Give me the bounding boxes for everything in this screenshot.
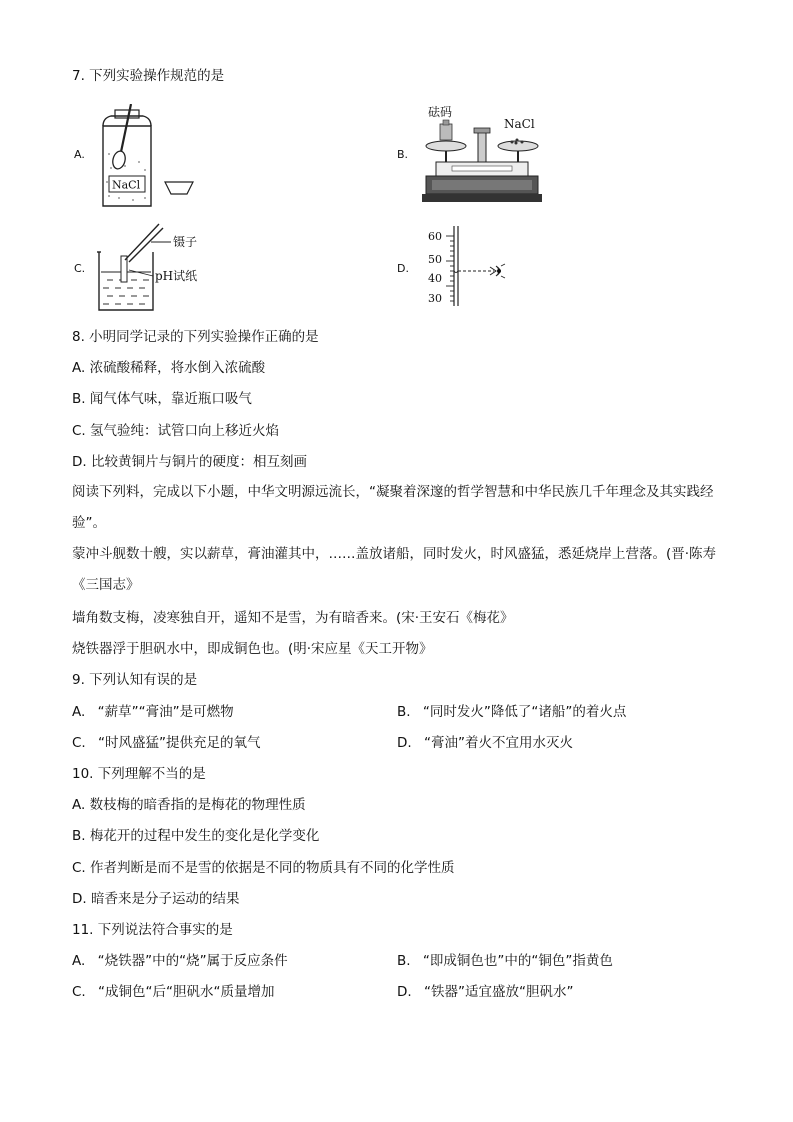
q10-option-d: D. 暗香来是分子运动的结果 [72, 891, 240, 907]
weights-text: 砝码 [428, 105, 453, 119]
q9-option-b-text: “同时发火”降低了“诸船”的着火点 [422, 704, 627, 720]
q9-option-a-text: “薪草”“膏油”是可燃物 [97, 704, 234, 720]
q7-stem: 7. 下列实验操作规范的是 [72, 68, 225, 84]
q9-option-c [72, 733, 261, 753]
q8-stem: 8. 小明同学记录的下列实验操作正确的是 [72, 329, 319, 345]
q9-stem: 9. 下列认知有误的是 [72, 672, 198, 688]
q11-option-b-text: “即成铜色也”中的“铜色”指黄色 [422, 953, 613, 969]
q9-option-a [72, 702, 234, 722]
q11-option-c-label: C. [72, 984, 86, 1000]
cylinder-tick-40: 40 [428, 272, 442, 285]
q9-option-b-label: B. [397, 704, 411, 720]
q8-option-b: B. 闻气体气味，靠近瓶口吸气 [72, 391, 252, 407]
q9-option-d-label: D. [397, 735, 412, 751]
cylinder-tick-50: 50 [428, 253, 442, 266]
balance-figure [422, 102, 544, 208]
q7-option-c-label: C. [74, 262, 86, 275]
sample-text: NaCl [504, 117, 535, 131]
q10-stem: 10. 下列理解不当的是 [72, 766, 206, 782]
q11-option-d-label: D. [397, 984, 412, 1000]
q11-option-b-label: B. [397, 953, 411, 969]
q11-option-a [72, 951, 288, 971]
q8-option-c: C. 氢气验纯：试管口向上移近火焰 [72, 423, 280, 439]
cylinder-tick-60: 60 [428, 230, 442, 243]
q11-option-a-label: A. [72, 953, 86, 969]
q7-option-b-label: B. [397, 148, 409, 161]
q9-option-d-text: “膏油”着火不宜用水灭火 [423, 735, 573, 751]
q7-option-d-label: D. [397, 262, 409, 275]
tweezers-text: 镊子 [173, 235, 198, 249]
q11-option-d [397, 982, 573, 1002]
passage-quote-1: 蒙冲斗舰数十艘，实以薪草，膏油灌其中，……盖放诸船，同时发火，时风盛猛，悉延烧岸上营落。(晋·陈寿《三国志》 [72, 546, 717, 593]
cylinder-tick-30: 30 [428, 292, 442, 305]
bottle-label-text: NaCl [112, 178, 141, 192]
ph-test-figure [95, 222, 215, 314]
ph-paper-text: pH试纸 [155, 269, 198, 283]
q11-option-b [397, 951, 613, 971]
q11-option-a-text: “烧铁器”中的“烧”属于反应条件 [97, 953, 288, 969]
reagent-bottle-figure [95, 104, 205, 212]
q10-option-c: C. 作者判断是而不是雪的依据是不同的物质具有不同的化学性质 [72, 860, 455, 876]
q9-option-a-label: A. [72, 704, 86, 720]
q9-option-c-label: C. [72, 735, 86, 751]
q9-option-c-text: “时风盛猛”提供充足的氧气 [98, 735, 261, 751]
q11-option-c [72, 982, 275, 1002]
q11-option-c-text: “成铜色“后“胆矾水“质量增加 [98, 984, 275, 1000]
q9-option-b [397, 702, 626, 722]
q11-stem: 11. 下列说法符合事实的是 [72, 922, 233, 938]
passage-quote-2: 墙角数支梅，凌寒独自开，遥知不是雪，为有暗香来。(宋·王安石《梅花》 [72, 610, 514, 626]
q7-option-a-label: A. [74, 148, 85, 161]
passage-quote-3: 烧铁器浮于胆矾水中，即成铜色也。(明·宋应星《天工开物》 [72, 641, 433, 657]
q8-option-a: A. 浓硫酸稀释，将水倒入浓硫酸 [72, 360, 266, 376]
q10-option-b: B. 梅花开的过程中发生的变化是化学变化 [72, 828, 320, 844]
q8-option-d: D. 比较黄铜片与铜片的硬度：相互刻画 [72, 454, 307, 470]
q10-option-a: A. 数枝梅的暗香指的是梅花的物理性质 [72, 797, 306, 813]
q11-option-d-text: “铁器”适宜盛放“胆矾水” [423, 984, 574, 1000]
q9-option-d [397, 733, 573, 753]
graduated-cylinder-figure [424, 224, 514, 308]
passage-intro: 阅读下列料，完成以下小题，中华文明源远流长，“凝聚着深邃的哲学智慧和中华民族几千年理念及其实践经验”。 [72, 484, 714, 531]
